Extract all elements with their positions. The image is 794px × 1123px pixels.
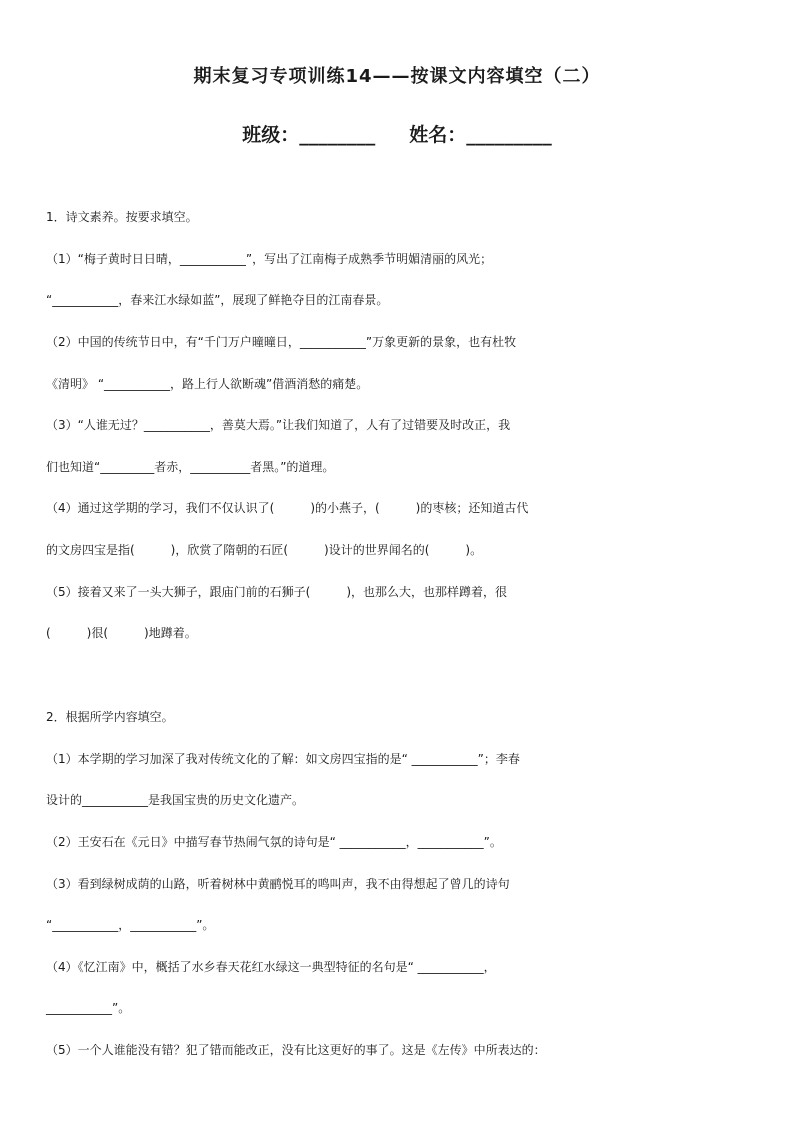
q2-item-1-line-1: （1）本学期的学习加深了我对传统文化的了解：如文房四宝指的是“ ___________”；李春 bbox=[46, 752, 520, 766]
q1-item-4-line-2: 的文房四宝是指( )，欣赏了隋朝的石匠( )设计的世界闻名的( )。 bbox=[46, 543, 483, 557]
q2-item-1-line-2: 设计的___________是我国宝贵的历史文化遗产。 bbox=[46, 793, 305, 807]
name-field[interactable]: 姓名：_________ bbox=[409, 124, 552, 146]
q1-item-3-line-2: 们也知道“_________者赤，__________者黑。”的道理。 bbox=[46, 460, 335, 474]
q2-item-3-line-1: （3）看到绿树成荫的山路，听着树林中黄鹂悦耳的鸣叫声，我不由得想起了曾几的诗句 bbox=[46, 877, 510, 891]
q2-item-4-line-2: ___________”。 bbox=[46, 1001, 131, 1015]
q1-item-2-line-1: （2）中国的传统节日中，有“千门万户曈曈日，___________”万象更新的景象，也有杜牧 bbox=[46, 335, 517, 349]
q1-item-5-line-2: ( )很( )地蹲着。 bbox=[46, 626, 197, 640]
q2-item-3-line-2: “___________，___________”。 bbox=[46, 918, 215, 932]
q1-item-1-line-2: “___________，春来江水绿如蓝”，展现了鲜艳夺目的江南春景。 bbox=[46, 293, 389, 307]
q1-item-1-line-1: （1）“梅子黄时日日晴，___________”，写出了江南梅子成熟季节明媚清丽的风光； bbox=[46, 252, 493, 266]
class-field[interactable]: 班级：________ bbox=[242, 124, 376, 146]
q2-item-2-line-1: （2）王安石在《元日》中描写春节热闹气氛的诗句是“ ___________，___________”。 bbox=[46, 835, 502, 849]
q2-item-5-line-1: （5）一个人谁能没有错？犯了错而能改正，没有比这更好的事了。这是《左传》中所表达的： bbox=[46, 1043, 546, 1057]
question-2-heading: 2．根据所学内容填空。 bbox=[46, 710, 174, 724]
q1-item-4-line-1: （4）通过这学期的学习，我们不仅认识了( )的小燕子，( )的枣核；还知道古代 bbox=[46, 501, 529, 515]
q1-item-5-line-1: （5）接着又来了一头大狮子，跟庙门前的石狮子( )，也那么大，也那样蹲着，很 bbox=[46, 585, 508, 599]
q1-item-3-line-1: （3）“人谁无过？___________，善莫大焉。”让我们知道了，人有了过错要及时改正，我 bbox=[46, 418, 511, 432]
q1-item-2-line-2: 《清明》 “___________，路上行人欲断魂”借酒消愁的痛楚。 bbox=[46, 377, 369, 391]
question-1-heading: 1．诗文素养。按要求填空。 bbox=[46, 210, 198, 224]
student-info bbox=[0, 120, 794, 147]
q2-item-4-line-1: （4）《忆江南》中，概括了水乡春天花红水绿这一典型特征的名句是“ ___________， bbox=[46, 960, 496, 974]
page-title: 期末复习专项训练14——按课文内容填空（二） bbox=[193, 66, 601, 87]
